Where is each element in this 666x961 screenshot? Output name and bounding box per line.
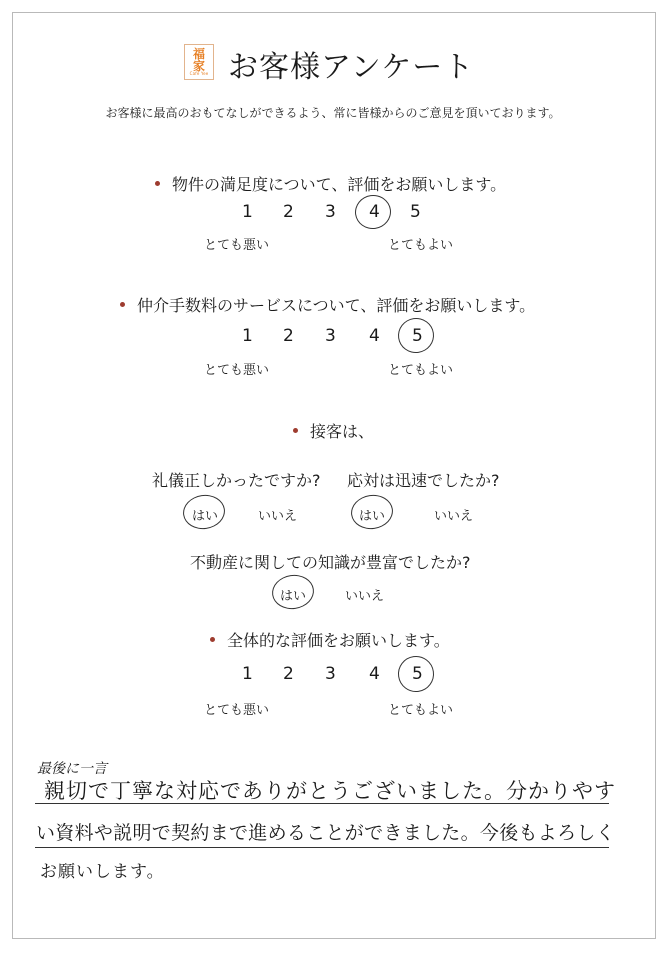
q4-option-4[interactable]: 4	[369, 664, 380, 684]
q1-option-4[interactable]: 4	[369, 202, 380, 222]
bullet-icon	[155, 181, 160, 186]
logo-char-top: 福	[192, 47, 205, 61]
q4-option-1[interactable]: 1	[242, 664, 253, 684]
q1-option-3[interactable]: 3	[325, 202, 336, 222]
q2-option-5[interactable]: 5	[412, 326, 423, 346]
question-2	[120, 293, 535, 316]
question-4	[210, 628, 450, 651]
page-title: お客様アンケート	[228, 50, 475, 85]
q1-high-label: とてもよい	[388, 238, 454, 253]
question-1-text: 物件の満足度について、評価をお願いします。	[172, 175, 507, 194]
question-4-text: 全体的な評価をお願いします。	[227, 631, 450, 650]
q2-high-label: とてもよい	[388, 363, 454, 378]
q2-option-4[interactable]: 4	[369, 326, 380, 346]
question-3	[293, 419, 374, 442]
comment-rule-2	[35, 847, 609, 848]
bullet-icon	[120, 302, 125, 307]
comment-line-2: い資料や説明で契約まで進めることができました。今後もよろしく	[36, 822, 616, 844]
q2-option-2[interactable]: 2	[283, 326, 294, 346]
q3-polite-no[interactable]: いいえ	[258, 509, 298, 524]
q3-polite-question: 礼儀正しかったですか?	[152, 471, 321, 490]
q3-knowledge-yes[interactable]: はい	[280, 589, 307, 604]
q3-speed-question: 応対は迅速でしたか?	[347, 471, 500, 490]
q4-option-2[interactable]: 2	[283, 664, 294, 684]
bullet-icon	[210, 637, 215, 642]
bullet-icon	[293, 428, 298, 433]
q1-low-label: とても悪い	[204, 238, 270, 253]
q3-knowledge-question: 不動産に関しての知識が豊富でしたか?	[190, 553, 471, 572]
q2-low-label: とても悪い	[204, 363, 270, 378]
comment-label: 最後に一言	[37, 761, 107, 777]
q4-high-label: とてもよい	[388, 703, 454, 718]
q4-option-5[interactable]: 5	[412, 664, 423, 684]
question-3-text: 接客は、	[310, 422, 375, 441]
question-2-text: 仲介手数料のサービスについて、評価をお願いします。	[137, 296, 536, 315]
q1-option-1[interactable]: 1	[242, 202, 253, 222]
q3-knowledge-no[interactable]: いいえ	[345, 589, 385, 604]
comment-line-3: お願いします。	[40, 862, 165, 882]
comment-line-1: 親切で丁寧な対応でありがとうございました。分かりやす	[44, 779, 616, 803]
q3-speed-no[interactable]: いいえ	[434, 509, 474, 524]
intro-text: お客様に最高のおもてなしができるよう、常に皆様からのご意見を頂いております。	[105, 106, 561, 120]
q1-option-2[interactable]: 2	[283, 202, 294, 222]
q1-option-5[interactable]: 5	[410, 202, 421, 222]
q4-option-3[interactable]: 3	[325, 664, 336, 684]
q2-option-1[interactable]: 1	[242, 326, 253, 346]
q3-speed-yes[interactable]: はい	[359, 509, 386, 524]
logo-small-text: Cafe Yee	[189, 71, 209, 76]
q2-option-3[interactable]: 3	[325, 326, 336, 346]
logo-char-bottom: 家	[192, 59, 205, 73]
question-1	[155, 172, 506, 195]
q3-polite-yes[interactable]: はい	[192, 509, 219, 524]
company-logo	[184, 44, 214, 80]
q4-low-label: とても悪い	[204, 703, 270, 718]
